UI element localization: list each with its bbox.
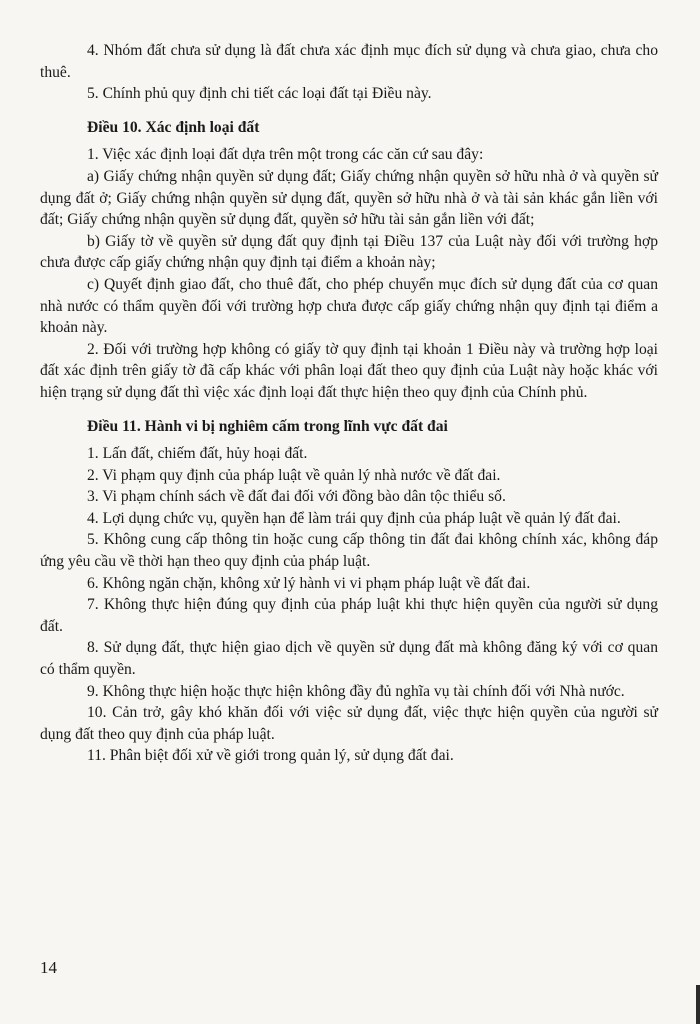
article-10-paragraph: 1. Việc xác định loại đất dựa trên một trong các căn cứ sau đây: [87, 146, 484, 164]
article-11-title: Điều 11. Hành vi bị nghiêm cấm trong lĩnh vực đất đai [87, 417, 448, 435]
article-11-item: 10. Cản trở, gây khó khăn đối với việc sử dụng đất, việc thực hiện quyền của người sử dụng đất theo quy định của pháp luật. [40, 704, 658, 743]
article-10-paragraph: a) Giấy chứng nhận quyền sử dụng đất; Giấy chứng nhận quyền sở hữu nhà ở và quyền sử dụng đất ở; Giấy chứng nhận quyền sử dụng đất, quyền sở hữu nhà ở và tài sản khác gắn liền với đất; Giấy chứng nhận quyền sử dụng đất, quyền sở hữu tài sản gắn liền với đất; [40, 167, 658, 229]
article-10-paragraph: c) Quyết định giao đất, cho thuê đất, cho phép chuyển mục đích sử dụng đất của cơ quan nhà nước có thẩm quyền đối với trường hợp chưa được cấp giấy chứng nhận quy định tại điểm a khoản này. [40, 275, 658, 337]
article-10-title: Điều 10. Xác định loại đất [87, 118, 260, 136]
article-11-item: 4. Lợi dụng chức vụ, quyền hạn để làm trái quy định của pháp luật về quản lý đất đai. [87, 509, 621, 527]
article-11-item: 3. Vi phạm chính sách về đất đai đối với đồng bào dân tộc thiểu số. [87, 488, 506, 506]
article-10-paragraph: b) Giấy tờ về quyền sử dụng đất quy định tại Điều 137 của Luật này đối với trường hợp chưa được cấp giấy chứng nhận quy định tại điểm a khoản này; [40, 232, 658, 272]
article-11-item: 8. Sử dụng đất, thực hiện giao dịch về quyền sử dụng đất mà không đăng ký với cơ quan có thẩm quyền. [40, 639, 658, 679]
article-11-item: 9. Không thực hiện hoặc thực hiện không đầy đủ nghĩa vụ tài chính đối với Nhà nước. [87, 682, 625, 700]
article-11-item: 11. Phân biệt đối xử về giới trong quản lý, sử dụng đất đai. [87, 747, 454, 765]
article-11-item: 6. Không ngăn chặn, không xử lý hành vi vi phạm pháp luật về đất đai. [87, 574, 531, 592]
clause-4: 4. Nhóm đất chưa sử dụng là đất chưa xác định mục đích sử dụng và chưa giao, chưa cho thuê. [40, 42, 658, 81]
article-11-item: 1. Lấn đất, chiếm đất, hủy hoại đất. [87, 445, 308, 463]
page-edge-shadow [696, 985, 700, 1024]
article-11-item: 5. Không cung cấp thông tin hoặc cung cấp thông tin đất đai không chính xác, không đáp ứng yêu cầu về thời hạn theo quy định của pháp luật. [40, 531, 658, 571]
clause-5: 5. Chính phủ quy định chi tiết các loại đất tại Điều này. [87, 85, 432, 103]
article-11-item: 2. Vi phạm quy định của pháp luật về quản lý nhà nước về đất đai. [87, 466, 501, 484]
page-number: 14 [40, 958, 57, 977]
document-page [40, 40, 658, 767]
article-11-item: 7. Không thực hiện đúng quy định của pháp luật khi thực hiện quyền của người sử dụng đất. [40, 596, 658, 635]
article-10-paragraph: 2. Đối với trường hợp không có giấy tờ quy định tại khoản 1 Điều này và trường hợp loại đất xác định trên giấy tờ đã cấp khác với phân loại đất theo quy định của Luật này hoặc khác với hiện trạng sử dụng đất thì việc xác định loại đất thực hiện theo quy định của Chính phủ. [40, 340, 658, 401]
